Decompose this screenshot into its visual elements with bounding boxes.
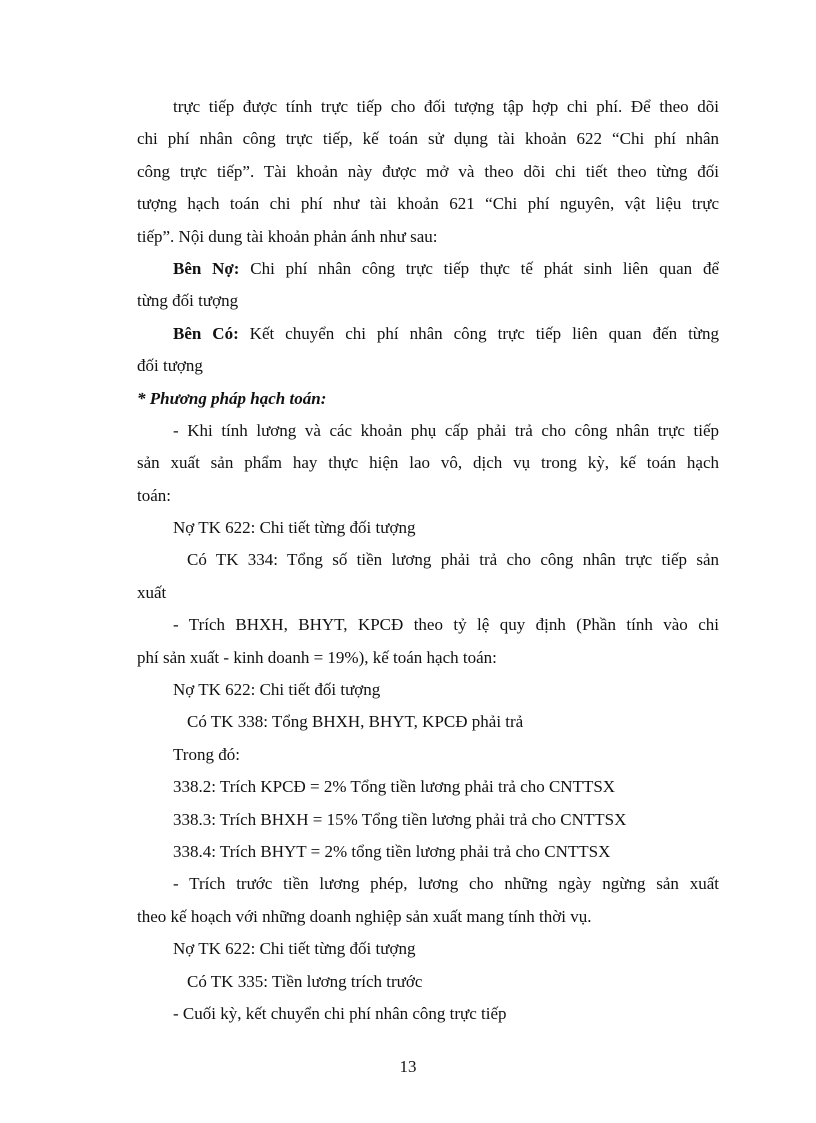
ben-co-text: Kết chuyển chi phí nhân công trực tiếp liên quan đến từng	[238, 323, 720, 343]
ben-no-line	[137, 253, 719, 285]
ben-no-text: Chi phí nhân công trực tiếp thực tế phát sinh liên quan để	[239, 258, 719, 278]
section-heading: * Phương pháp hạch toán:	[137, 388, 327, 408]
ben-co-label: Bên Có:	[173, 323, 239, 343]
paragraph-line: tiếp”. Nội dung tài khoản phản ánh như sau:	[137, 226, 438, 246]
body-line: Nợ TK 622: Chi tiết đối tượng	[173, 680, 381, 700]
page-number: 13	[399, 1057, 417, 1076]
ben-co-cont: đối tượng	[137, 356, 203, 376]
paragraph-line: tượng hạch toán chi phí như tài khoản 621 “Chi phí nguyên, vật liệu trực	[137, 194, 719, 214]
body-line: 338.4: Trích BHYT = 2% tổng tiền lương phải trả cho CNTTSX	[173, 841, 611, 861]
body-line: Trong đó:	[173, 744, 240, 764]
paragraph-line: chi phí nhân công trực tiếp, kế toán sử dụng tài khoản 622 “Chi phí nhân	[137, 129, 719, 149]
body-line: 338.3: Trích BHXH = 15% Tổng tiền lương phải trả cho CNTTSX	[173, 809, 627, 829]
body-line: xuất	[137, 582, 167, 602]
body-line: Có TK 335: Tiền lương trích trước	[187, 971, 423, 991]
body-line: - Trích trước tiền lương phép, lương cho những ngày ngừng sản xuất	[173, 874, 719, 894]
body-line: - Khi tính lương và các khoản phụ cấp phải trả cho công nhân trực tiếp	[173, 420, 719, 440]
body-line: phí sản xuất - kinh doanh = 19%), kế toán hạch toán:	[137, 647, 497, 667]
body-line: Nợ TK 622: Chi tiết từng đối tượng	[173, 518, 416, 538]
ben-co-line	[137, 318, 719, 350]
body-line: - Cuối kỳ, kết chuyển chi phí nhân công trực tiếp	[173, 1003, 507, 1023]
body-line: 338.2: Trích KPCĐ = 2% Tổng tiền lương phải trả cho CNTTSX	[173, 777, 616, 797]
paragraph-line: trực tiếp được tính trực tiếp cho đối tượng tập hợp chi phí. Để theo dõi	[173, 97, 719, 116]
body-line: - Trích BHXH, BHYT, KPCĐ theo tỷ lệ quy định (Phần tính vào chi	[173, 615, 719, 635]
body-line: Nợ TK 622: Chi tiết từng đối tượng	[173, 939, 416, 959]
body-line: theo kế hoạch với những doanh nghiệp sản xuất mang tính thời vụ.	[137, 906, 592, 926]
body-line: Có TK 334: Tổng số tiền lương phải trả cho công nhân trực tiếp sản	[187, 550, 719, 570]
paragraph-line: công trực tiếp”. Tài khoản này được mở và theo dõi chi tiết theo từng đối	[137, 161, 719, 181]
ben-no-label: Bên Nợ:	[173, 258, 240, 278]
document-body	[137, 91, 719, 1030]
body-line: sản xuất sản phẩm hay thực hiện lao vô, dịch vụ trong kỳ, kế toán hạch	[137, 453, 719, 473]
body-line: toán:	[137, 485, 171, 505]
body-line: Có TK 338: Tổng BHXH, BHYT, KPCĐ phải trả	[187, 712, 524, 732]
ben-no-cont: từng đối tượng	[137, 291, 239, 311]
method-body	[137, 415, 719, 1030]
